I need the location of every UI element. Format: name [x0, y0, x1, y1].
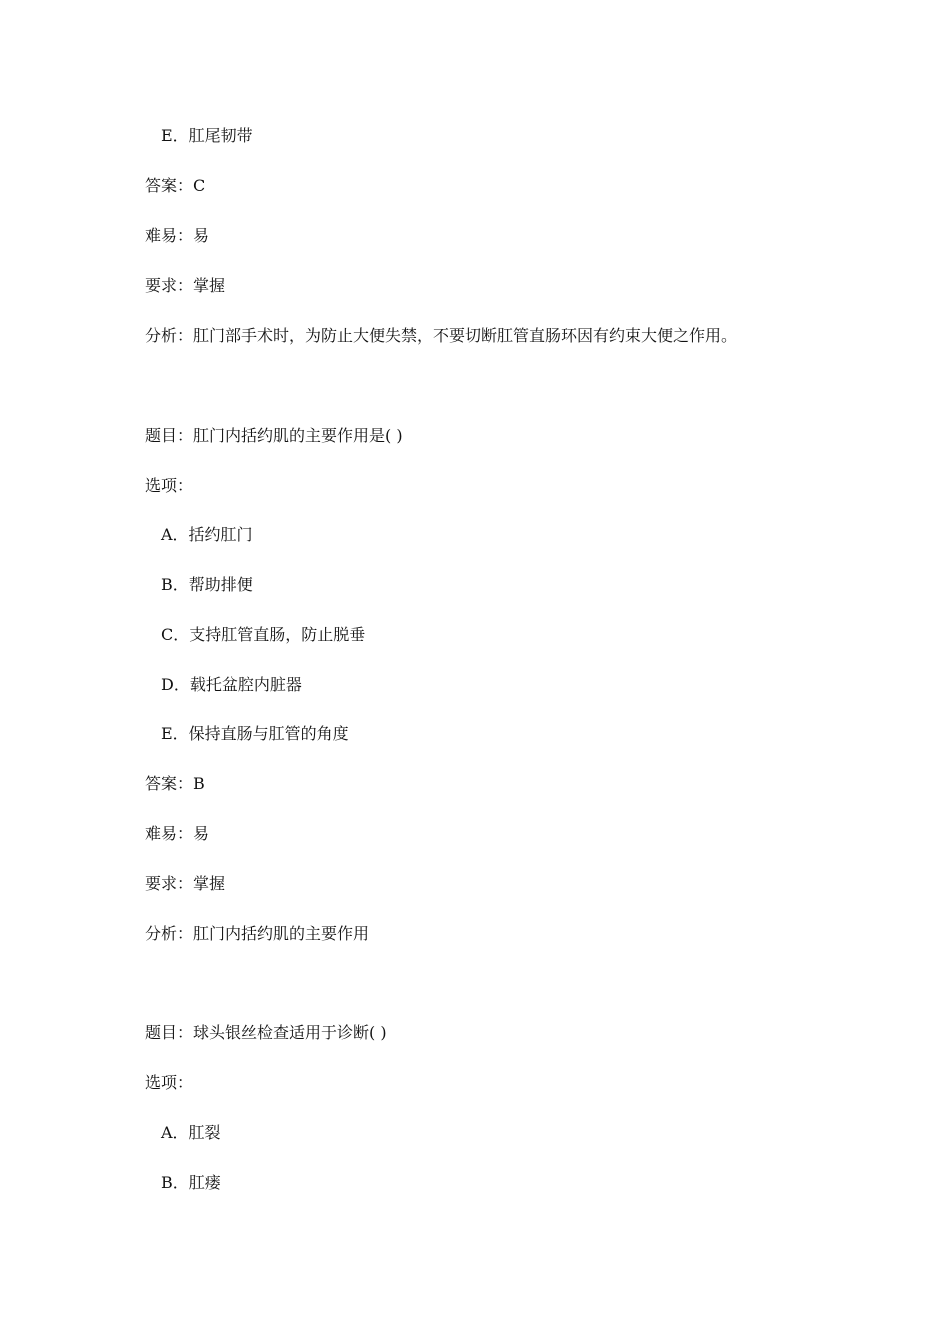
option-c: C．支持肛管直肠，防止脱垂 — [161, 625, 366, 644]
question-title: 题目：球头银丝检查适用于诊断( ) — [145, 1023, 387, 1042]
option-e: E．保持直肠与肛管的角度 — [161, 724, 349, 743]
question-title: 题目：肛门内括约肌的主要作用是( ) — [145, 426, 403, 445]
requirement: 要求：掌握 — [145, 874, 226, 893]
option-e: E．肛尾韧带 — [161, 126, 253, 145]
option-b: B．帮助排便 — [161, 575, 253, 594]
analysis: 分析：肛门部手术时，为防止大便失禁，不要切断肛管直肠环因有约束大便之作用。 — [145, 326, 738, 345]
option-b: B．肛瘘 — [161, 1173, 221, 1192]
analysis: 分析：肛门内括约肌的主要作用 — [145, 924, 370, 943]
answer: 答案：B — [145, 774, 205, 793]
option-a: A．括约肛门 — [161, 525, 253, 544]
difficulty: 难易：易 — [145, 824, 210, 843]
requirement: 要求：掌握 — [145, 276, 226, 295]
options-label: 选项： — [145, 1073, 194, 1092]
option-a: A．肛裂 — [161, 1123, 221, 1142]
difficulty: 难易：易 — [145, 226, 210, 245]
answer: 答案：C — [145, 176, 206, 195]
option-d: D．载托盆腔内脏器 — [161, 675, 302, 694]
options-label: 选项： — [145, 476, 194, 495]
